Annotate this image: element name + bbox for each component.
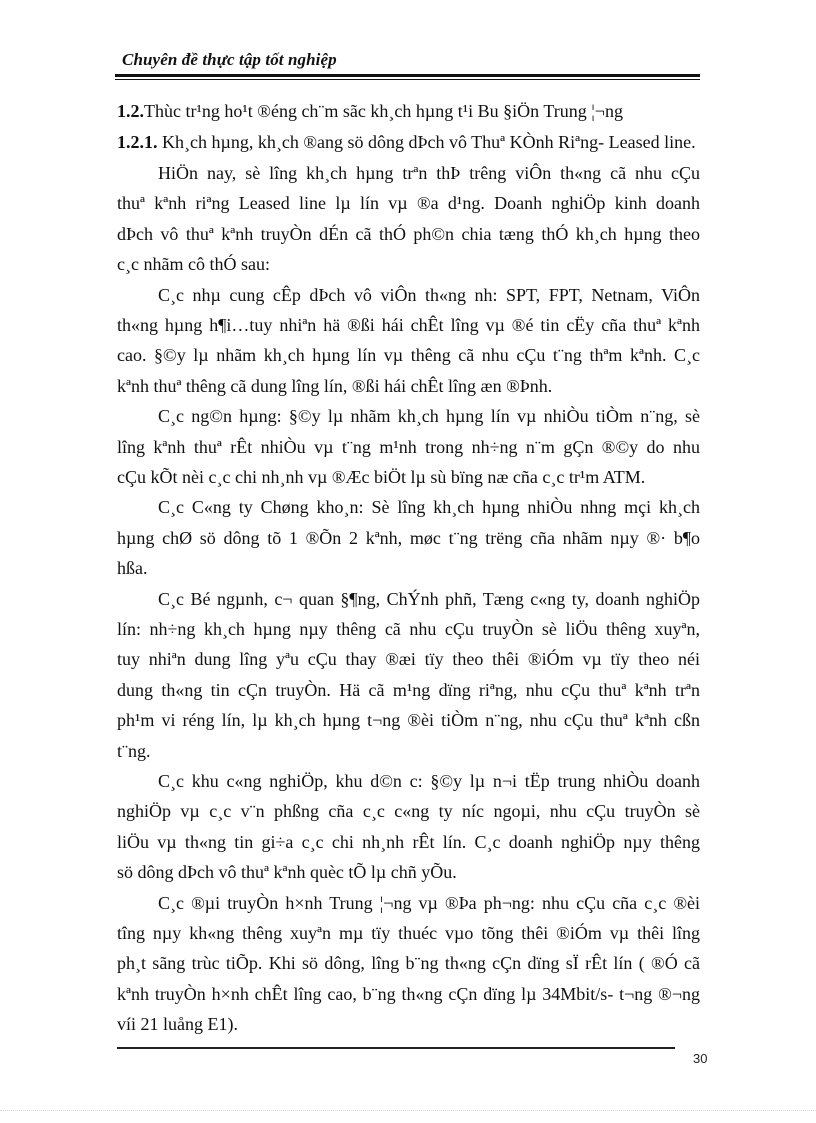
paragraph-line: kªnh thuª thêng cã dung lîng lín, ®ßi hái chÊt lîng æn ®Þnh. bbox=[117, 375, 553, 396]
paragraph-line: cao. §©y lµ nhãm kh¸ch hµng lín vµ thêng cã nhu cÇu t¨ng thªm kªnh. C¸c bbox=[117, 345, 700, 366]
paragraph-line: sö dông dÞch vô thuª kªnh quèc tÕ lµ chñ yÕu. bbox=[117, 862, 457, 883]
paragraph-line: C¸c nhµ cung cÊp dÞch vô viÔn th«ng nh: SPT, FPT, Netnam, ViÔn bbox=[158, 284, 700, 305]
heading-text: Thùc tr¹ng ho¹t ®éng ch¨m sãc kh¸ch hµng t¹i Bu §iÖn Trung ¦¬ng bbox=[144, 101, 623, 121]
running-header-title: Chuyên đề thực tập tốt nghiệp bbox=[122, 50, 337, 69]
paragraph-line: t¨ng. bbox=[117, 740, 151, 761]
paragraph-line: th«ng hµng h¶i…tuy nhiªn hä ®ßi hái chÊt lîng vµ ®é tin cËy cña thuª kªnh bbox=[117, 315, 700, 335]
paragraph-line: tuy nhiªn dung lîng yªu cÇu thay ®æi tïy theo thêi ®iÓm vµ tïy theo néi bbox=[117, 649, 700, 670]
page-edge bbox=[0, 1110, 816, 1111]
paragraph-line: ph¹m vi réng lín, lµ kh¸ch hµng t¬ng ®èi tiÒm n¨ng, nhu cÇu thuª kªnh cßn bbox=[117, 710, 700, 731]
paragraph-line: c¸c nhãm cô thÓ sau: bbox=[117, 254, 270, 275]
paragraph-line: lîng kªnh thuª rÊt nhiÒu vµ t¨ng m¹nh trong nh÷ng n¨m gÇn ®©y do nhu bbox=[117, 436, 700, 457]
header-rule bbox=[115, 74, 700, 77]
page-number: 30 bbox=[693, 1051, 708, 1066]
paragraph-line: nghiÖp vµ c¸c v¨n phßng cña c¸c c«ng ty níc ngoµi, nhu cÇu truyÒn sè bbox=[117, 801, 700, 822]
paragraph-line: tîng nµy kh«ng thêng xuyªn mµ tïy thuéc vµo tõng thêi ®iÓm vµ thêi lîng bbox=[117, 923, 700, 943]
paragraph-line: HiÖn nay, sè lîng kh¸ch hµng trªn thÞ trêng viÔn th«ng cã nhu cÇu bbox=[158, 163, 700, 183]
paragraph-line: thuª kªnh riªng Leased line lµ lín vµ ®a d¹ng. Doanh nghiÖp kinh doanh bbox=[117, 193, 700, 214]
paragraph-line: hµng chØ sö dông tõ 1 ®Õn 2 kªnh, møc t¨ng trëng cña nhãm nµy ®· b¶o bbox=[117, 527, 700, 548]
paragraph-line: dÞch vô thuª kªnh truyÒn dÉn cã thÓ ph©n chia tæng thÓ kh¸ch hµng theo bbox=[117, 223, 700, 244]
heading-text: Kh¸ch hµng, kh¸ch ®ang sö dông dÞch vô Thuª KÒnh Riªng- Leased line. bbox=[157, 132, 696, 152]
heading-number: 1.2. bbox=[117, 101, 144, 121]
section-heading-1-2-1 bbox=[117, 131, 700, 153]
paragraph-line: cÇu kÕt nèi c¸c chi nh¸nh vµ ®Æc biÖt lµ sù bïng næ cña c¸c tr¹m ATM. bbox=[117, 467, 646, 487]
paragraph-line: C¸c khu c«ng nghiÖp, khu d©n c: §©y lµ n¬i tËp trung nhiÒu doanh bbox=[158, 771, 700, 791]
section-heading-1-2 bbox=[117, 100, 700, 122]
paragraph-line: kªnh truyÒn h×nh chÊt lîng cao, b¨ng th«ng cÇn dïng lµ 34Mbit/s- t¬ng ®¬ng bbox=[117, 983, 700, 1004]
footer-rule bbox=[117, 1047, 675, 1049]
paragraph-line: víi 21 luång E1). bbox=[117, 1014, 238, 1035]
paragraph-line: liÖu vµ th«ng tin gi÷a c¸c chi nh¸nh rÊt lín. C¸c doanh nghiÖp nµy thêng bbox=[117, 831, 700, 852]
paragraph-line: C¸c ®µi truyÒn h×nh Trung ¦¬ng vµ ®Þa ph¬ng: nhu cÇu cña c¸c ®èi bbox=[158, 892, 700, 913]
paragraph-line: dung th«ng tin cÇn truyÒn. Hä cã m¹ng dïng riªng, nhu cÇu thuª kªnh trªn bbox=[117, 679, 700, 700]
paragraph-line: C¸c Bé ngµnh, c¬ quan §¶ng, ChÝnh phñ, Tæng c«ng ty, doanh nghiÖp bbox=[158, 588, 700, 609]
paragraph-line: C¸c ng©n hµng: §©y lµ nhãm kh¸ch hµng lín vµ nhiÒu tiÒm n¨ng, sè bbox=[158, 406, 700, 427]
paragraph-line: hßa. bbox=[117, 558, 148, 579]
paragraph-line: ph¸t sãng trùc tiÕp. Khi sö dông, lîng b¨ng th«ng cÇn dïng sÏ rÊt lín ( ®Ó cã bbox=[117, 953, 700, 974]
heading-number: 1.2.1. bbox=[117, 132, 158, 152]
paragraph-line: C¸c C«ng ty Chøng kho¸n: Sè lîng kh¸ch hµng nhiÒu nhng mçi kh¸ch bbox=[158, 497, 700, 518]
header-rule-thin bbox=[115, 79, 700, 80]
paragraph-line: lín: nh÷ng kh¸ch hµng nµy thêng cã nhu cÇu truyÒn sè liÖu thêng xuyªn, bbox=[117, 619, 700, 639]
